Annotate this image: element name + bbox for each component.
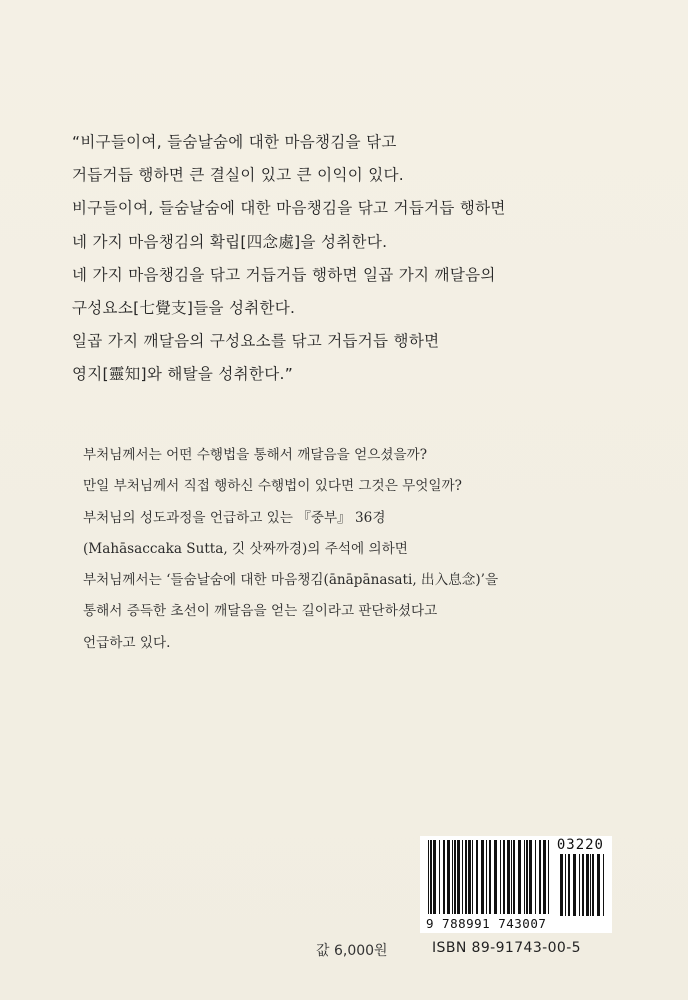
barcode-bar	[494, 840, 497, 914]
barcode-bar	[526, 840, 528, 914]
barcode-bar	[428, 840, 429, 914]
barcode-bar	[579, 854, 580, 916]
barcode-bar	[503, 840, 505, 914]
barcode-bar	[582, 854, 584, 916]
barcode-bar	[511, 840, 512, 914]
barcode-bar	[543, 840, 546, 914]
barcode-bar	[586, 854, 589, 916]
barcode-bar	[476, 840, 478, 914]
body-line: 통해서 증득한 초선이 깨달음을 얻는 길이라고 판단하셨다고	[83, 603, 438, 620]
barcode-bar	[500, 840, 501, 914]
barcode-digits: 9 788991 743007	[426, 916, 547, 931]
barcode-bar	[433, 840, 436, 914]
barcode-bar	[565, 854, 566, 916]
body-line: 부처님의 성도과정을 언급하고 있는 『중부』 36경	[83, 509, 386, 526]
barcode-bar	[489, 840, 491, 914]
quote-line: 일곱 가지 깨달음의 구성요소를 닦고 거듭거듭 행하면	[72, 332, 440, 351]
barcode-bar	[462, 840, 463, 914]
isbn-label: ISBN 89-91743-00-5	[432, 940, 581, 956]
barcode-bar	[529, 840, 532, 914]
quote-line: 거듭거듭 행하면 큰 결실이 있고 큰 이익이 있다.	[72, 166, 405, 185]
body-line: 부처님께서는 어떤 수행법을 통해서 깨달음을 얻으셨을까?	[83, 447, 428, 463]
quote-line: “비구들이여, 들숨날숨에 대한 마음챙김을 닦고	[72, 133, 397, 151]
barcode-bar	[486, 840, 487, 914]
body-line: (Mahāsaccaka Sutta, 깃 삿짜까경)의 주석에 의하면	[83, 540, 408, 557]
quote-line: 네 가지 마음챙김의 확립[四念處]을 성취한다.	[72, 232, 388, 251]
barcode-bar	[507, 840, 510, 914]
quote-line: 구성요소[七覺支]들을 성취한다.	[72, 299, 296, 318]
body-line: 언급하고 있다.	[83, 634, 171, 651]
barcode-bar	[447, 840, 450, 914]
barcode-bar	[443, 840, 445, 914]
body-line: 만일 부처님께서 직접 행하신 수행법이 있다면 그것은 무엇일까?	[83, 478, 462, 495]
barcode-bar	[430, 840, 432, 914]
barcode-bar	[457, 840, 460, 914]
barcode-bar	[539, 840, 541, 914]
barcode-bar	[603, 854, 604, 916]
isbn-barcode	[420, 836, 612, 933]
barcode-bar	[590, 854, 591, 916]
barcode-bar	[481, 840, 484, 914]
quote-line: 비구들이여, 들숨날숨에 대한 마음챙김을 닦고 거듭거듭 행하면	[72, 199, 506, 218]
barcode-bar	[468, 840, 471, 914]
barcode-bar	[454, 840, 456, 914]
body-line: 부처님께서는 ‘들숨날숨에 대한 마음챙김(ānāpānasati, 出入息念)’을	[83, 572, 499, 589]
barcode-bar	[472, 840, 473, 914]
quote-line: 영지[靈知]와 해탈을 성취한다.”	[72, 365, 294, 384]
barcode-bar	[560, 854, 563, 916]
price-label: 값 6,000원	[316, 943, 388, 959]
barcode-bar	[573, 854, 576, 916]
barcode-bar	[465, 840, 467, 914]
barcode-bar	[439, 840, 440, 914]
sutta-quote	[72, 126, 632, 392]
barcode-bar	[592, 854, 594, 916]
barcode-addon-code: 03220	[556, 837, 604, 853]
barcode-bar	[513, 840, 515, 914]
barcode-bar	[452, 840, 453, 914]
barcode-bar	[524, 840, 525, 914]
description-text	[83, 440, 623, 659]
barcode-bar	[535, 840, 536, 914]
quote-line: 네 가지 마음챙김을 닦고 거듭거듭 행하면 일곱 가지 깨달음의	[72, 265, 496, 284]
barcode-bar	[597, 854, 600, 916]
barcode-bar	[548, 840, 549, 914]
barcode-bar	[568, 854, 570, 916]
barcode-bar	[518, 840, 521, 914]
